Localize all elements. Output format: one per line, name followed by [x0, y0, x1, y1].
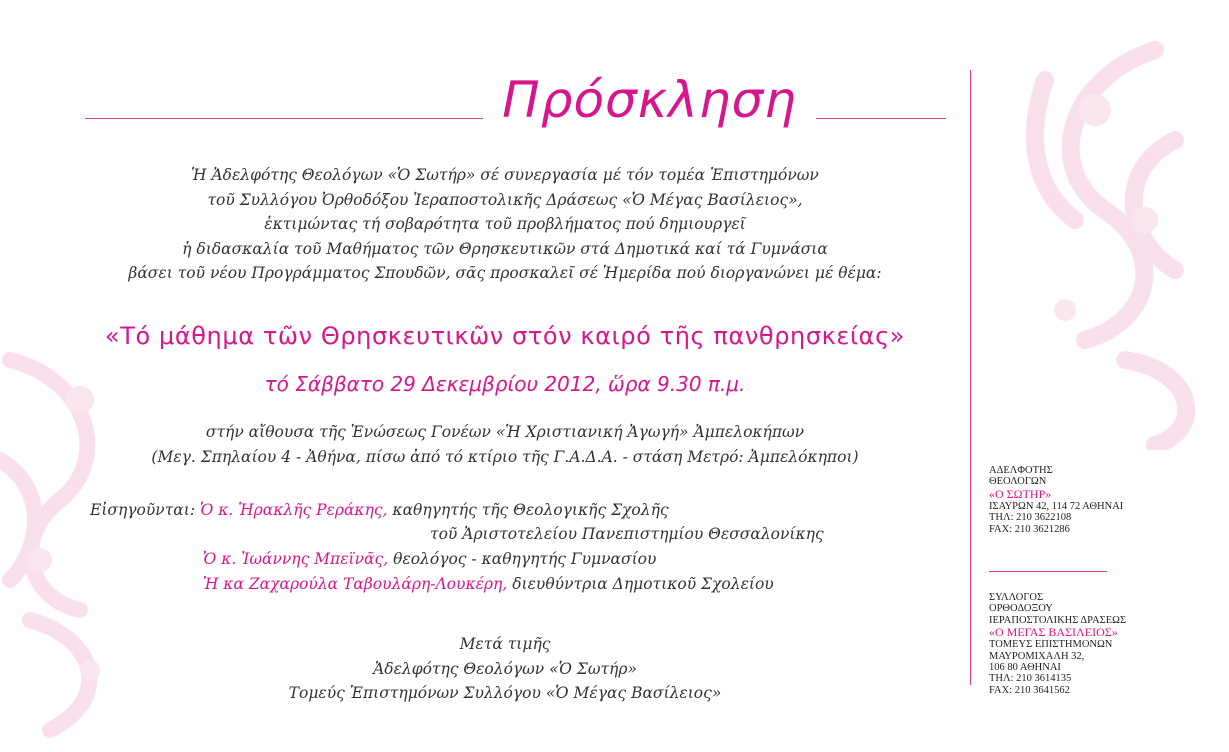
contact-phone: ΤΗΛ: 210 3614135 — [989, 673, 1072, 685]
contact-phone: ΤΗΛ: 210 3622108 — [989, 512, 1072, 524]
contact-org-name: «Ο ΣΩΤΗΡ» — [989, 486, 1052, 501]
intro-paragraph — [60, 163, 950, 286]
contact-line: ΣΥΛΛΟΓΟΣ — [989, 592, 1044, 603]
intro-line: βάσει τοῦ νέου Προγράμματος Σπουδῶν, σᾶς προσκαλεῖ σέ Ἡμερίδα πού διοργανώνει μέ θέμα: — [128, 264, 882, 282]
vertical-divider — [970, 70, 971, 685]
contact-address: ΙΣΑΥΡΩΝ 42, 114 72 ΑΘΗΝΑΙ — [989, 500, 1124, 512]
speaker-name: Ἡ κα Ζαχαρούλα Ταβουλάρη-Λουκέρη, — [203, 575, 508, 593]
speaker-row — [430, 522, 824, 546]
contact-block-soter — [989, 465, 1123, 535]
speaker-role: θεολόγος - καθηγητής Γυμνασίου — [393, 550, 657, 568]
intro-line: Ἡ Ἀδελφότης Θεολόγων «Ὁ Σωτήρ» σέ συνεργασία μέ τόν τομέα Ἐπιστημόνων — [191, 166, 819, 184]
speaker-name: Ὁ κ. Ἡρακλῆς Ρεράκης, — [199, 501, 388, 519]
contact-fax: FAX: 210 3621286 — [989, 523, 1070, 535]
speaker-role: καθηγητής τῆς Θεολογικῆς Σχολῆς — [392, 501, 669, 519]
contact-line: ΘΕΟΛΟΓΩΝ — [989, 476, 1047, 488]
title-row — [85, 60, 945, 140]
venue-line: στήν αἴθουσα τῆς Ἑνώσεως Γονέων «Ἡ Χριστιανική Ἀγωγή» Ἀμπελοκήπων — [205, 423, 805, 441]
contact-dept: ΤΟΜΕΥΣ ΕΠΙΣΤΗΜΟΝΩΝ — [989, 639, 1113, 651]
sidebar-divider — [989, 571, 1107, 572]
contact-block-megas-vasileios — [989, 592, 1126, 696]
contact-fax: FAX: 210 3641562 — [989, 684, 1070, 696]
speaker-row — [203, 547, 656, 571]
event-date: τό Σάββατο 29 Δεκεμβρίου 2012, ὥρα 9.30 π.μ. — [264, 372, 746, 396]
closing-signature — [60, 632, 950, 706]
closing-line: Ἀδελφότης Θεολόγων «Ὁ Σωτήρ» — [373, 659, 637, 678]
title-rule-right — [816, 118, 946, 119]
speakers-label: Εἰσηγοῦνται: — [90, 501, 196, 519]
intro-line: ἡ διδασκαλία τοῦ Μαθήματος τῶν Θρησκευτικῶν στά Δημοτικά καί τά Γυμνάσια — [182, 239, 828, 258]
speaker-role: τοῦ Ἀριστοτελείου Πανεπιστημίου Θεσσαλονίκης — [430, 525, 824, 543]
contact-address: ΜΑΥΡΟΜΙΧΑΛΗ 32, — [989, 650, 1085, 662]
event-venue — [60, 420, 950, 469]
venue-line: (Μεγ. Σπηλαίου 4 - Ἀθήνα, πίσω ἀπό τό κτίριο τῆς Γ.Α.Δ.Α. - στάση Μετρό: Ἀμπελόκηποι) — [151, 447, 859, 466]
floral-ornament-icon — [1005, 20, 1229, 450]
intro-line: ἐκτιμώντας τή σοβαρότητα τοῦ προβλήματος πού δημιουργεῖ — [264, 215, 746, 233]
title-rule-left — [85, 118, 483, 119]
closing-line: Μετά τιμῆς — [459, 635, 551, 653]
closing-line: Τομεύς Ἐπιστημόνων Συλλόγου «Ὁ Μέγας Βασίλειος» — [288, 684, 722, 702]
speaker-role: διευθύντρια Δημοτικοῦ Σχολείου — [512, 575, 774, 593]
contact-line: ΙΕΡΑΠΟΣΤΟΛΙΚΗΣ ΔΡΑΣΕΩΣ — [989, 614, 1127, 626]
contact-line: ΟΡΘΟΔΟΞΟΥ — [989, 603, 1053, 615]
page-title: Πρόσκληση — [502, 71, 797, 129]
contact-org-name: «Ο ΜΕΓΑΣ ΒΑΣΙΛΕΙΟΣ» — [989, 625, 1118, 640]
speaker-row — [203, 572, 774, 596]
event-subject: «Τό μάθημα τῶν Θρησκευτικῶν στόν καιρό τῆς πανθρησκείας» — [104, 322, 906, 350]
contact-line: ΑΔΕΛΦΟΤΗΣ — [989, 465, 1053, 476]
speaker-name: Ὁ κ. Ἰωάννης Μπεϊνᾶς, — [203, 550, 389, 568]
intro-line: τοῦ Συλλόγου Ὀρθοδόξου Ἱεραποστολικῆς Δράσεως «Ὁ Μέγας Βασίλειος», — [207, 190, 803, 209]
contact-address: 106 80 ΑΘΗΝΑΙ — [989, 662, 1061, 674]
speaker-row — [90, 498, 669, 522]
